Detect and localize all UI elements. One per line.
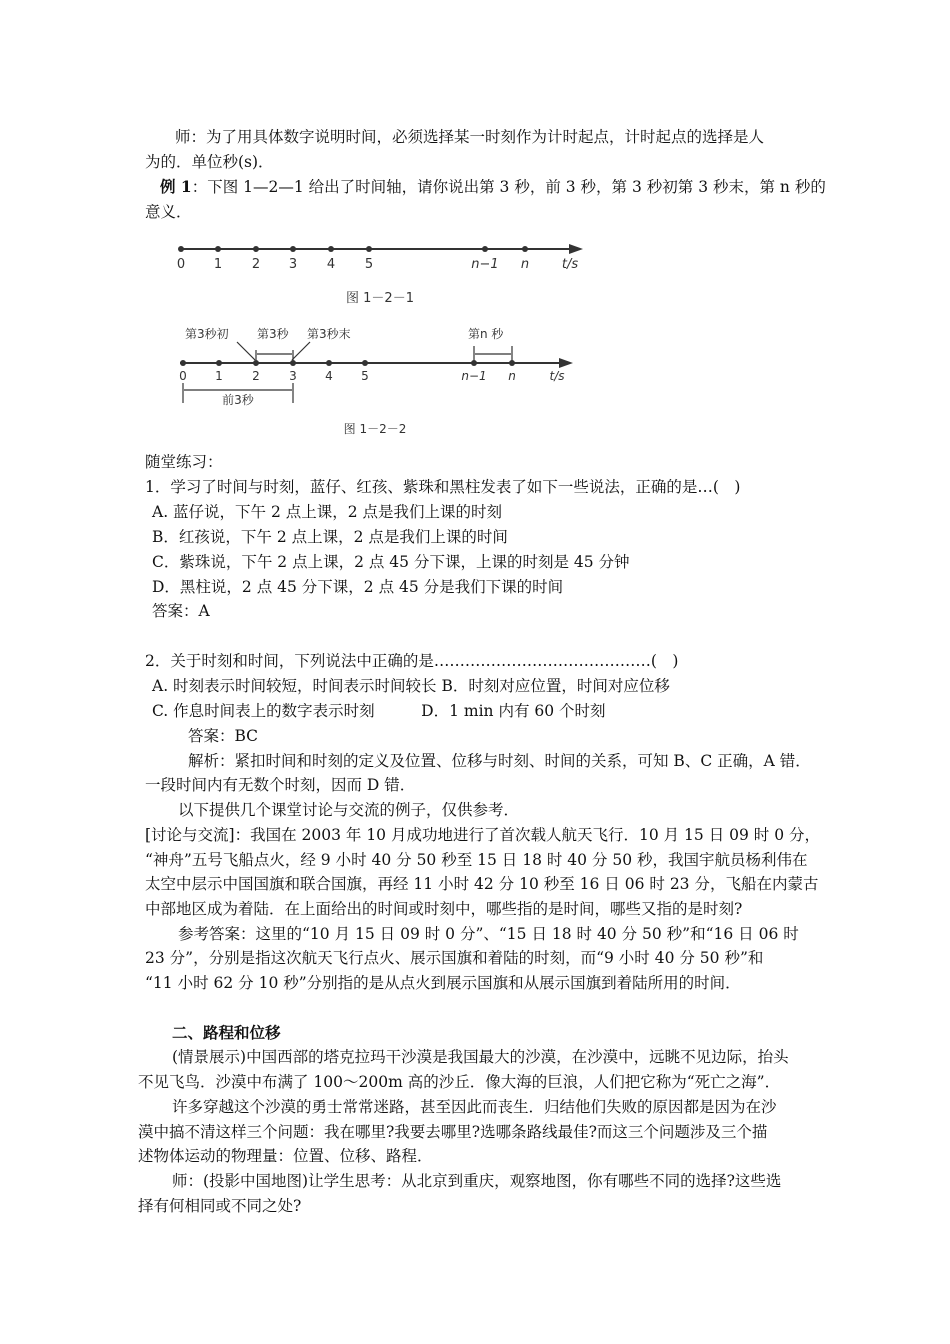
example-line-2: 意义． (145, 203, 192, 221)
discussion-line-1: [讨论与交流]：我国在 2003 年 10 月成功地进行了首次载人航天飞行．10 月 15 日 09 时 0 分， (145, 826, 820, 844)
label-end-of-3rd-second: 第3秒末 (307, 327, 351, 341)
discussion-line-4: 中部地区成为着陆．在上面给出的时间或时刻中，哪些指的是时间，哪些又指的是时刻? (145, 900, 743, 918)
q2-analysis-line-2: 一段时间内有无数个时刻，因而 D 错． (145, 776, 416, 794)
tick-label: 5 (364, 257, 374, 272)
tick-label: 3 (289, 369, 297, 383)
paragraph-2-line-1: 许多穿越这个沙漠的勇士常常迷路，甚至因此而丧生．归结他们失败的原因都是因为在沙 (172, 1098, 777, 1116)
tick-label: 2 (251, 257, 261, 272)
tick-dot (326, 360, 332, 366)
tick-dot (216, 360, 222, 366)
tick-label: 0 (179, 369, 187, 383)
tick-label: n (508, 369, 516, 383)
tick-label: 3 (288, 257, 298, 272)
tick-dot (178, 246, 184, 252)
scenario-line-1: (情景展示)中国西部的塔克拉玛干沙漠是我国最大的沙漠，在沙漠中，远眺不见边际，抬头 (172, 1048, 789, 1066)
practice-heading: 随堂练习： (145, 453, 223, 471)
axis-arrow-icon (569, 244, 583, 254)
tick-label: 2 (252, 369, 260, 383)
q1-option-c: C．紫珠说，下午 2 点上课，2 点 45 分下课，上课的时刻是 45 分钟 (152, 553, 630, 571)
time-axis-figure-1 (165, 232, 605, 312)
label-start-of-3rd-second: 第3秒初 (185, 327, 229, 341)
example-line-1 (160, 176, 826, 198)
label-first-3-seconds: 前3秒 (222, 393, 254, 407)
paragraph-2-line-2: 漠中搞不清这样三个问题：我在哪里?我要去哪里?选哪条路线最佳?而这三个问题涉及三个描 (138, 1123, 768, 1141)
intro-line-2: 为的．单位秒(s)． (145, 153, 274, 171)
q2-options-cd: C. 作息时间表上的数字表示时刻 D．1 min 内有 60 个时刻 (152, 702, 606, 720)
tick-dot (328, 246, 334, 252)
section-heading: 二、路程和位移 (172, 1023, 281, 1042)
q2-analysis-line-1: 解析：紧扣时间和时刻的定义及位置、位移与时刻、时间的关系，可知 B、C 正确，A 错． (188, 752, 811, 770)
label-nth-second: 第n 秒 (468, 327, 504, 341)
tick-label: 1 (215, 369, 223, 383)
tick-dot (509, 360, 515, 366)
tick-dot (180, 360, 186, 366)
reference-answer-line-1: 参考答案：这里的“10 月 15 日 09 时 0 分”、“15 日 18 时 40 分 50 秒”和“16 日 06 时 (178, 925, 799, 943)
tick-dot (253, 246, 259, 252)
q1-option-a: A. 蓝仔说，下午 2 点上课，2 点是我们上课的时刻 (152, 503, 503, 521)
tick-label: 5 (361, 369, 369, 383)
scenario-line-2: 不见飞鸟．沙漠中布满了 100～200m 高的沙丘．像大海的巨浪，人们把它称为“死亡之海”． (138, 1073, 781, 1091)
tick-dot (215, 246, 221, 252)
example-text: ：下图 1—2—1 给出了时间轴，请你说出第 3 秒，前 3 秒，第 3 秒初第 3 秒末，第 n 秒的 (191, 178, 826, 196)
teacher-line-1: 师：(投影中国地图)让学生思考：从北京到重庆，观察地图，你有哪些不同的选择?这些选 (172, 1172, 782, 1190)
axis-unit-label: t/s (561, 257, 579, 272)
q1-stem: 1．学习了时间与时刻，蓝仔、红孩、紫珠和黑柱发表了如下一些说法，正确的是…( ) (145, 478, 741, 496)
label-3rd-second: 第3秒 (257, 327, 289, 341)
q2-options-ab: A. 时刻表示时间较短，时间表示时间较长 B．时刻对应位置，时间对应位移 (152, 677, 670, 695)
reference-note: 以下提供几个课堂讨论与交流的例子，仅供参考． (178, 801, 520, 819)
tick-label: 0 (176, 257, 186, 272)
tick-label: 1 (213, 257, 223, 272)
tick-label: 4 (326, 257, 336, 272)
tick-dot (290, 246, 296, 252)
pointer-line (292, 342, 310, 360)
tick-dot (253, 360, 259, 366)
discussion-line-3: 太空中层示中国国旗和联合国旗，再经 11 小时 42 分 10 秒至 16 日 06 时 23 分，飞船在内蒙古 (145, 875, 819, 893)
figure-caption: 图 1－2－1 (346, 291, 414, 306)
axis-unit-label: t/s (549, 369, 565, 383)
reference-answer-line-2: 23 分”，分别是指这次航天飞行点火、展示国旗和着陆的时刻，而“9 小时 40 分 50 秒”和 (145, 949, 764, 967)
tick-dot (522, 246, 528, 252)
tick-dot (362, 360, 368, 366)
time-axis-figure-2 (165, 320, 605, 445)
tick-label: 4 (325, 369, 333, 383)
reference-answer-line-3: “11 小时 62 分 10 秒”分别指的是从点火到展示国旗和从展示国旗到着陆所用的时间． (145, 974, 741, 992)
paragraph-2-line-3: 述物体运动的物理量：位置、位移、路程． (138, 1147, 433, 1165)
tick-label: n−1 (471, 257, 499, 272)
tick-dot (290, 360, 296, 366)
example-label: 例 1 (160, 177, 192, 196)
q2-stem: 2．关于时刻和时间，下列说法中正确的是……………………………………( ) (145, 652, 679, 670)
q2-answer: 答案：BC (188, 727, 259, 745)
q1-answer: 答案：A (152, 602, 210, 620)
figure-caption: 图 1－2－2 (343, 422, 407, 436)
tick-dot (471, 360, 477, 366)
q1-option-b: B．红孩说，下午 2 点上课，2 点是我们上课的时间 (152, 528, 508, 546)
tick-dot (482, 246, 488, 252)
tick-label: n (520, 257, 530, 272)
pointer-line (237, 342, 255, 360)
q1-option-d: D．黑柱说，2 点 45 分下课，2 点 45 分是我们下课的时间 (152, 578, 564, 596)
intro-line-1: 师：为了用具体数字说明时间，必须选择某一时刻作为计时起点，计时起点的选择是人 (175, 128, 765, 146)
axis-arrow-icon (559, 358, 573, 368)
discussion-line-2: “神舟”五号飞船点火，经 9 小时 40 分 50 秒至 15 日 18 时 40 分 50 秒，我国宇航员杨利伟在 (145, 851, 808, 869)
tick-label: n−1 (461, 369, 487, 383)
teacher-line-2: 择有何相同或不同之处? (138, 1197, 302, 1215)
tick-dot (366, 246, 372, 252)
